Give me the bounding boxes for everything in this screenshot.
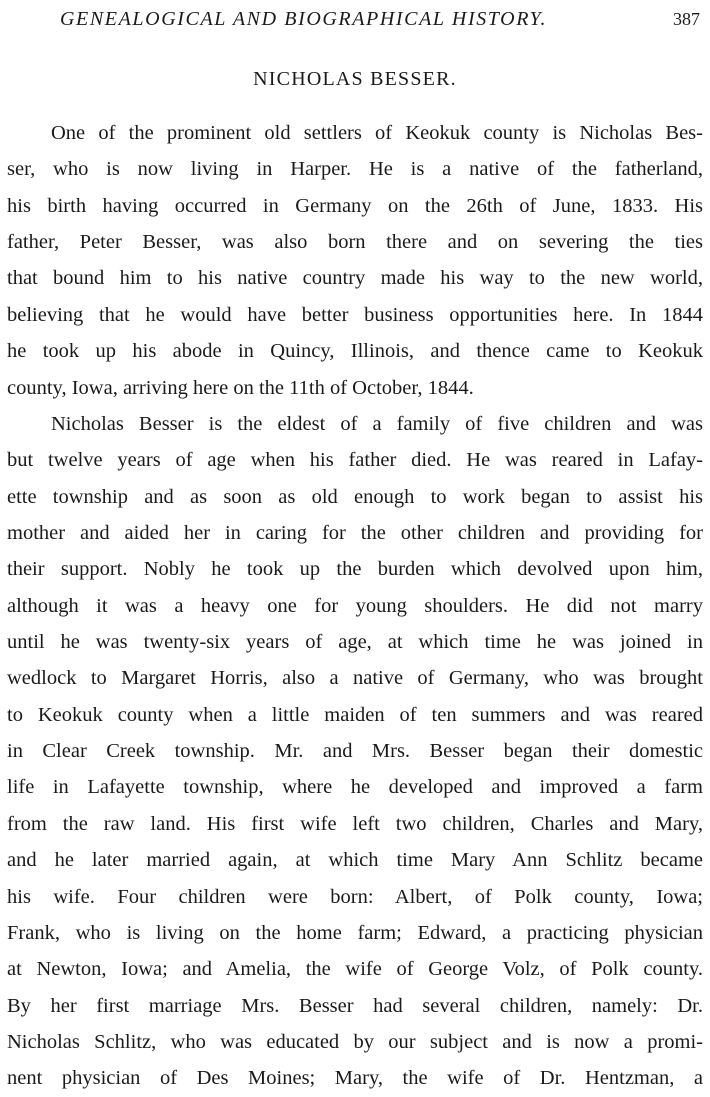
text-line: his wife. Four children were born: Albert, of Polk county, Iowa; [7,885,703,908]
text-line: One of the prominent old settlers of Keokuk county is Nicholas Bes- [51,122,703,144]
text-line: Nicholas Schlitz, who was educated by our subject and is now a promi- [7,1030,703,1053]
text-line: although it was a heavy one for young shoulders. He did not marry [7,594,703,617]
text-line: father, Peter Besser, was also born there and on severing the ties [7,231,703,254]
text-line: Frank, who is living on the home farm; Edward, a practicing physician [7,921,703,944]
text-line: wedlock to Margaret Horris, also a native of Germany, who was brought [7,667,703,690]
text-line: their support. Nobly he took up the burden which devolved upon him, [7,558,703,581]
text-line: county, Iowa, arriving here on the 11th of October, 1844. [7,376,474,399]
article-title: NICHOLAS BESSER. [253,68,457,90]
text-line: ser, who is now living in Harper. He is a native of the fatherland, [7,158,703,181]
text-line: By her first marriage Mrs. Besser had several children, namely: Dr. [7,994,703,1017]
text-line: life in Lafayette township, where he developed and improved a farm [7,776,703,799]
text-line: from the raw land. His first wife left two children, Charles and Mary, [7,812,703,835]
page-number: 387 [673,9,700,29]
text-line: that bound him to his native country made his way to the new world, [7,267,703,290]
text-line: and he later married again, at which time Mary Ann Schlitz became [7,849,703,872]
text-line: his birth having occurred in Germany on the 26th of June, 1833. His [7,194,703,217]
text-line: mother and aided her in caring for the other children and providing for [7,521,703,544]
text-line: to Keokuk county when a little maiden of ten summers and was reared [7,703,703,726]
text-line: until he was twenty-six years of age, at which time he was joined in [7,631,703,654]
running-header [60,8,700,34]
text-line: he took up his abode in Quincy, Illinois, and thence came to Keokuk [7,340,703,363]
text-line: but twelve years of age when his father died. He was reared in Lafay- [7,449,703,472]
text-line: at Newton, Iowa; and Amelia, the wife of George Volz, of Polk county. [7,958,703,981]
text-line: in Clear Creek township. Mr. and Mrs. Besser began their domestic [7,740,703,763]
text-line: nent physician of Des Moines; Mary, the wife of Dr. Hentzman, a [7,1067,703,1090]
text-line: Nicholas Besser is the eldest of a family of five children and was [51,412,703,435]
article-body [7,115,703,1097]
text-line: believing that he would have better business opportunities here. In 1844 [7,303,703,326]
text-line: ette township and as soon as old enough to work began to assist his [7,485,703,508]
running-title: GENEALOGICAL AND BIOGRAPHICAL HISTORY. [60,8,548,30]
